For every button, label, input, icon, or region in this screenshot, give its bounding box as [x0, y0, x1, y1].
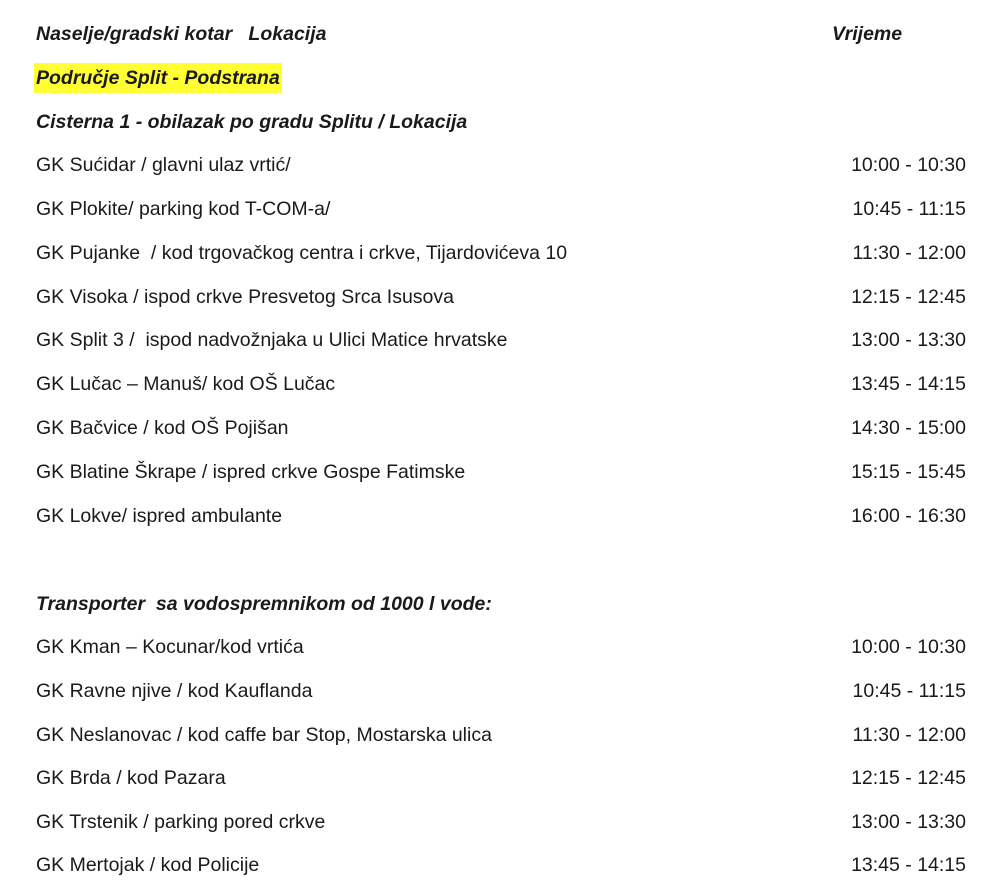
schedule-row	[36, 632, 966, 662]
section-title-cisterna	[36, 107, 966, 137]
location-text: GK Visoka / ispod crkve Presvetog Srca Isusova	[36, 286, 454, 308]
time-text: 15:15 - 15:45	[851, 461, 966, 483]
schedule-row	[36, 807, 966, 837]
schedule-row	[36, 282, 966, 312]
schedule-row	[36, 457, 966, 487]
time-text: 14:30 - 15:00	[851, 417, 966, 439]
location-text: GK Kman – Kocunar/kod vrtića	[36, 636, 304, 658]
time-text: 12:15 - 12:45	[851, 767, 966, 789]
location-text: GK Ravne njive / kod Kauflanda	[36, 680, 313, 702]
time-text: 10:00 - 10:30	[851, 636, 966, 658]
time-column-header: Vrijeme	[832, 23, 903, 45]
schedule-row	[36, 369, 966, 399]
location-text: GK Mertojak / kod Policije	[36, 854, 260, 876]
time-text: 10:45 - 11:15	[852, 680, 966, 702]
location-text: GK Blatine Škrape / ispred crkve Gospe Fatimske	[36, 461, 466, 483]
schedule-row	[36, 501, 966, 531]
location-text: GK Brda / kod Pazara	[36, 767, 226, 789]
time-text: 10:00 - 10:30	[851, 154, 966, 176]
time-text: 16:00 - 16:30	[851, 505, 966, 527]
time-text: 13:45 - 14:15	[851, 854, 966, 876]
time-text: 11:30 - 12:00	[852, 724, 966, 746]
area-title: Područje Split - Podstrana	[34, 63, 282, 93]
location-text: GK Lokve/ ispred ambulante	[36, 505, 283, 527]
location-column-header: Naselje/gradski kotar Lokacija	[36, 23, 327, 45]
schedule-row	[36, 850, 966, 880]
location-text: GK Lučac – Manuš/ kod OŠ Lučac	[36, 373, 336, 395]
schedule-row	[36, 413, 966, 443]
time-text: 13:00 - 13:30	[851, 329, 966, 351]
time-text: 10:45 - 11:15	[852, 198, 966, 220]
schedule-row	[36, 150, 966, 180]
location-text: GK Plokite/ parking kod T-COM-a/	[36, 198, 331, 220]
schedule-row	[36, 763, 966, 793]
time-text: 12:15 - 12:45	[851, 286, 966, 308]
location-text: GK Pujanke / kod trgovačkog centra i crkve, Tijardovićeva 10	[36, 242, 568, 264]
schedule-row	[36, 325, 966, 355]
area-title-row	[36, 63, 966, 93]
column-header-row	[36, 19, 966, 49]
time-text: 13:45 - 14:15	[851, 373, 966, 395]
schedule-row	[36, 676, 966, 706]
section-title: Transporter sa vodospremnikom od 1000 l vode:	[36, 593, 492, 615]
time-text: 13:00 - 13:30	[851, 811, 966, 833]
schedule-row	[36, 720, 966, 750]
location-text: GK Bačvice / kod OŠ Pojišan	[36, 417, 289, 439]
location-text: GK Trstenik / parking pored crkve	[36, 811, 326, 833]
section-title: Cisterna 1 - obilazak po gradu Splitu / Lokacija	[36, 111, 468, 133]
location-text: GK Neslanovac / kod caffe bar Stop, Mostarska ulica	[36, 724, 492, 746]
schedule-row	[36, 194, 966, 224]
section-title-transporter	[36, 589, 966, 619]
schedule-row	[36, 238, 966, 268]
location-text: GK Sućidar / glavni ulaz vrtić/	[36, 154, 291, 176]
location-text: GK Split 3 / ispod nadvožnjaka u Ulici Matice hrvatske	[36, 329, 508, 351]
time-text: 11:30 - 12:00	[852, 242, 966, 264]
